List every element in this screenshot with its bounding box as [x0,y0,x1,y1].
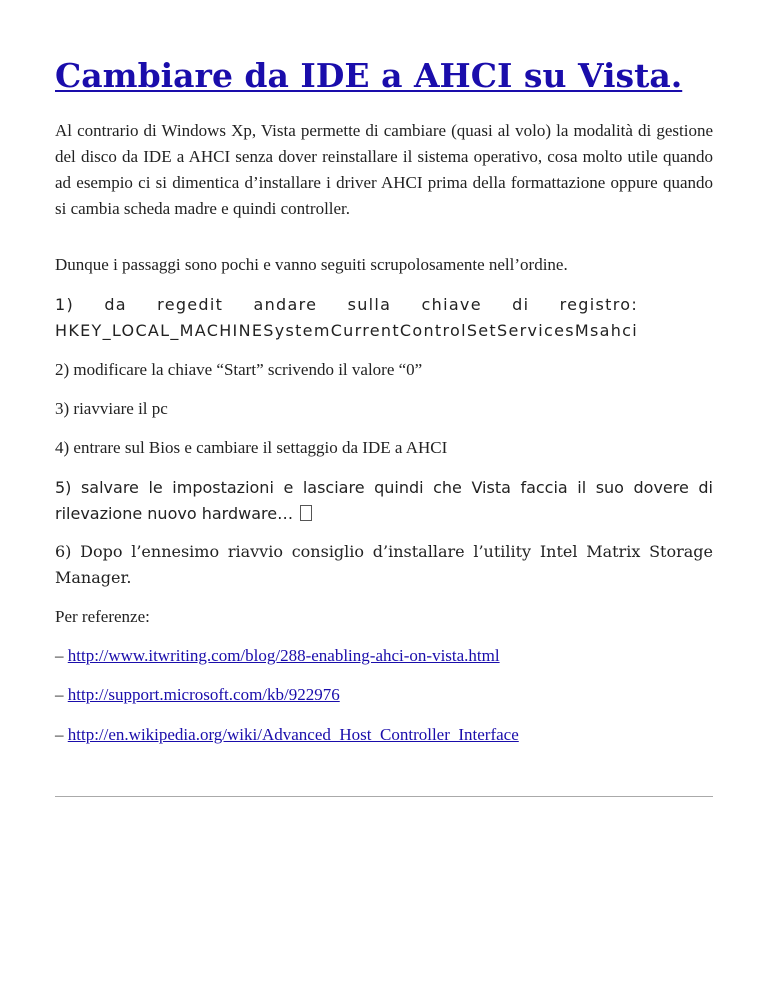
reference-item [55,682,340,708]
reference-link-itwriting[interactable]: http://www.itwriting.com/blog/288-enabling-ahci-on-vista.html [67,646,500,665]
steps-intro: Dunque i passaggi sono pochi e vanno seguiti scrupolosamente nell’ordine. [55,255,568,274]
article-title-link[interactable]: Cambiare da IDE a AHCI su Vista. [55,56,683,95]
reference-dash: – [55,685,68,704]
reference-link-wikipedia[interactable]: http://en.wikipedia.org/wiki/Advanced_Host_Controller_Interface [67,725,519,744]
step-4: 4) entrare sul Bios e cambiare il settaggio da IDE a AHCI [55,438,448,457]
step-6: 6) Dopo l’ennesimo riavvio consiglio d’installare l’utility Intel Matrix Storage Manager. [55,542,713,587]
missing-glyph-icon [300,505,312,521]
step-5-text: 5) salvare le impostazioni e lasciare quindi che Vista faccia il suo dovere di rilevazione nuovo hardware… [55,478,713,523]
reference-item [55,722,519,748]
article [55,0,713,744]
references-label: Per referenze: [55,607,150,626]
reference-item [55,643,500,669]
step-5 [55,475,713,527]
reference-dash: – [55,646,68,665]
registry-key: HKEY_LOCAL_MACHINESystemCurrentControlSetServicesMsahci [55,321,639,340]
step-2: 2) modificare la chiave “Start” scrivendo il valore “0” [55,360,423,379]
step-1 [55,292,638,344]
intro-paragraph: Al contrario di Windows Xp, Vista permette di cambiare (quasi al volo) la modalità di gestione del disco da IDE a AHCI senza dover reinstallare il sistema operativo, cosa molto utile quando ad esempio ci si dimentica d’installare i driver AHCI prima della formattazione oppure quando si cambia scheda madre e quindi controller. [55,121,713,218]
reference-link-microsoft[interactable]: http://support.microsoft.com/kb/922976 [67,685,340,704]
step-3: 3) riavviare il pc [55,399,168,418]
reference-dash: – [55,725,68,744]
footer-divider [55,796,713,797]
step-1-line-1: 1) da regedit andare sulla chiave di registro: [55,295,639,314]
